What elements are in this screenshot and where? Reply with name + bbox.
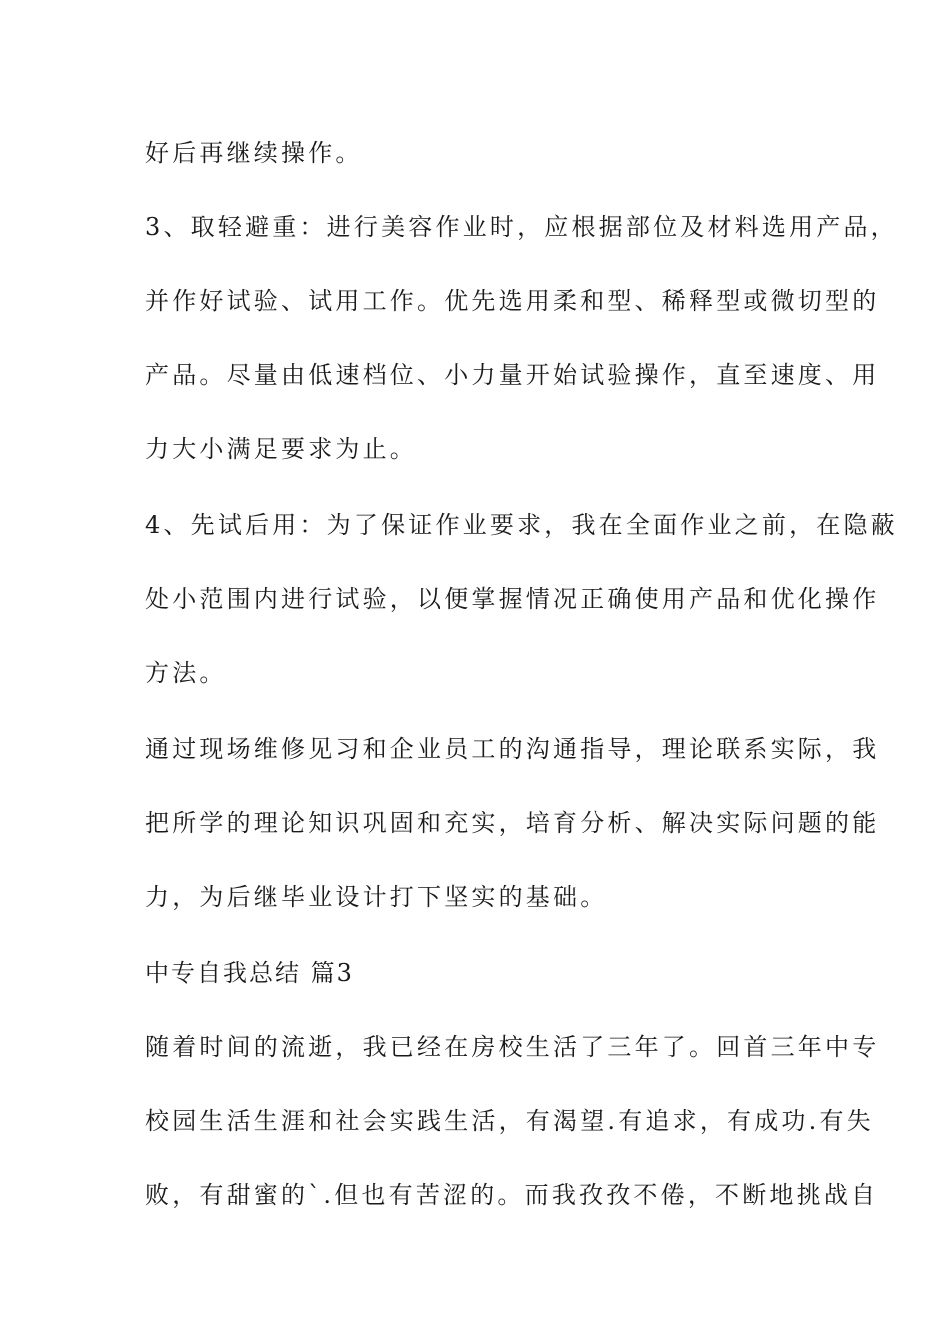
- section-heading: 中专自我总结 篇3: [145, 959, 354, 987]
- text-line: 4、先试后用：为了保证作业要求，我在全面作业之前，在隐蔽: [145, 511, 898, 539]
- text-line: 并作好试验、试用工作。优先选用柔和型、稀释型或微切型的: [145, 287, 880, 315]
- text-line: 3、取轻避重：进行美容作业时，应根据部位及材料选用产品，: [145, 213, 898, 241]
- text-line: 产品。尽量由低速档位、小力量开始试验操作，直至速度、用: [145, 361, 880, 389]
- text-line: 随着时间的流逝，我已经在房校生活了三年了。回首三年中专: [145, 1033, 880, 1061]
- text-line: 力，为后继毕业设计打下坚实的基础。: [145, 883, 608, 911]
- text-line: 败，有甜蜜的`.但也有苦涩的。而我孜孜不倦，不断地挑战自: [145, 1181, 879, 1209]
- text-line: 通过现场维修见习和企业员工的沟通指导，理论联系实际，我: [145, 735, 880, 763]
- text-line: 把所学的理论知识巩固和充实，培育分析、解决实际问题的能: [145, 809, 880, 837]
- text-line: 处小范围内进行试验，以便掌握情况正确使用产品和优化操作: [145, 585, 880, 613]
- text-line: 校园生活生涯和社会实践生活，有渴望.有追求，有成功.有失: [145, 1107, 874, 1135]
- text-line: 好后再继续操作。: [145, 139, 363, 167]
- text-line: 方法。: [145, 659, 227, 687]
- text-line: 力大小满足要求为止。: [145, 435, 417, 463]
